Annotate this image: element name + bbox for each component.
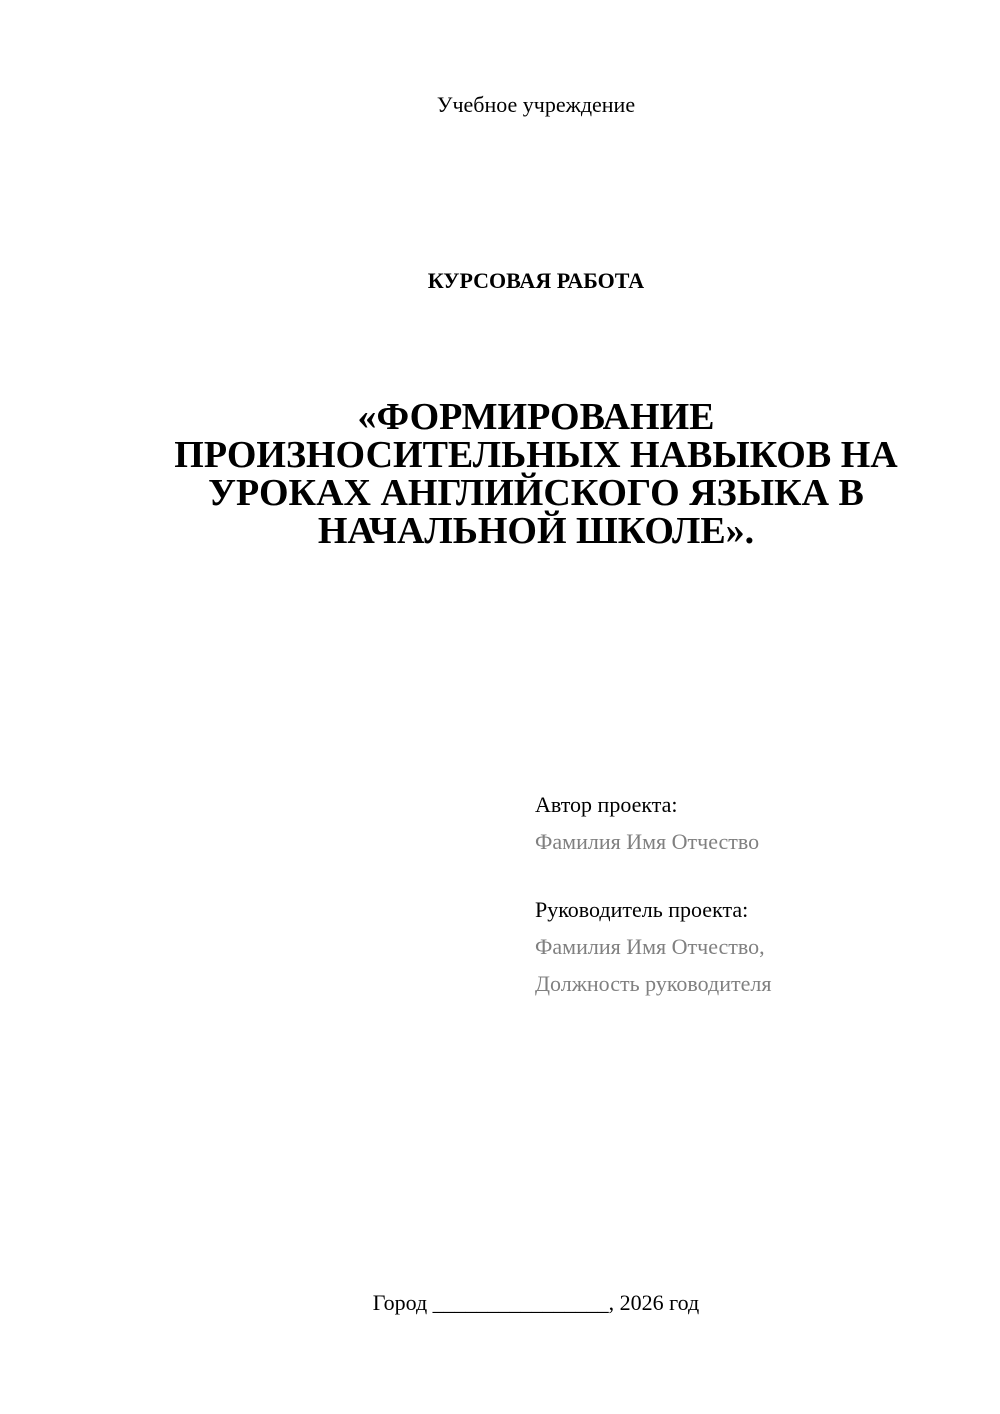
work-title-line: ПРОИЗНОСИТЕЛЬНЫХ НАВЫКОВ НА [174,434,898,476]
work-title-line: УРОКАХ АНГЛИЙСКОГО ЯЗЫКА В [208,472,864,514]
supervisor-name-field[interactable]: Фамилия Имя Отчество, [535,934,765,959]
document-type: КУРСОВАЯ РАБОТА [427,268,645,293]
supervisor-block [535,891,975,1002]
supervisor-label: Руководитель проекта: [535,897,749,922]
work-title-line: «ФОРМИРОВАНИЕ [357,396,715,438]
author-name-field[interactable]: Фамилия Имя Отчество [535,829,760,854]
work-title [100,398,972,550]
supervisor-position-field[interactable]: Должность руководителя [535,971,772,996]
institution-name: Учебное учреждение [436,92,636,117]
author-label: Автор проекта: [535,792,678,817]
work-title-line: НАЧАЛЬНОЙ ШКОЛЕ». [317,510,755,552]
city-year-line: Город ________________, 2026 год [372,1290,700,1315]
author-block [535,786,975,860]
